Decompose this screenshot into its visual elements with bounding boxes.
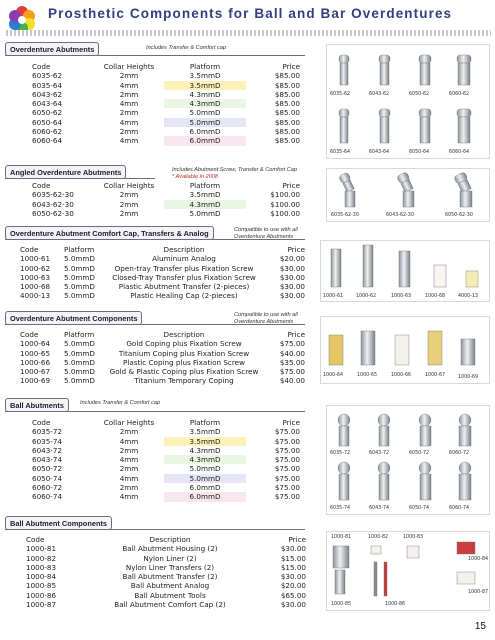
cell-platform: 5.0mmD bbox=[164, 474, 246, 483]
cell-price: $75.00 bbox=[246, 483, 300, 492]
abutment-illustration bbox=[327, 45, 489, 158]
cell-collar: 4mm bbox=[119, 436, 139, 446]
header-platform: Platform bbox=[64, 245, 95, 254]
page-title: Prosthetic Components for Ball and Bar Overdentures bbox=[48, 6, 453, 21]
table-row bbox=[32, 190, 300, 199]
table-row bbox=[32, 492, 300, 501]
cell-price: $75.00 bbox=[246, 427, 300, 436]
table-row bbox=[32, 464, 300, 473]
table-row bbox=[26, 581, 306, 590]
cell-platform: 5.0mmD bbox=[64, 291, 108, 300]
cell-description: Titanium Temporary Coping bbox=[108, 376, 260, 385]
header-code: Code bbox=[26, 535, 45, 544]
cell-platform: 4.3mmD bbox=[164, 455, 246, 464]
cell-code: 6043-74 bbox=[32, 455, 63, 465]
cell-code: 6060-64 bbox=[32, 136, 63, 146]
section-note: Includes Transfer & Comfort cap bbox=[146, 45, 227, 51]
cell-platform: 3.5mmD bbox=[164, 427, 246, 436]
section-angled-abutments bbox=[5, 165, 165, 179]
cell-code: 1000-68 bbox=[20, 282, 51, 292]
section-title: Overdenture Abutment Comfort Cap, Transfers & Analog bbox=[5, 226, 214, 240]
header-collar: Collar Heights bbox=[103, 62, 155, 71]
ball-components-table bbox=[26, 535, 306, 609]
comfort-cap-table bbox=[20, 245, 305, 301]
ball-abutments-table bbox=[32, 418, 300, 502]
photo-label: 6035-72 bbox=[330, 451, 351, 456]
section-title: Angled Overdenture Abutments bbox=[5, 165, 126, 179]
table-header-row bbox=[20, 245, 305, 254]
cell-price: $85.00 bbox=[274, 117, 300, 127]
photo-label: 1000-86 bbox=[385, 602, 406, 607]
cell-platform: 5.0mmD bbox=[64, 263, 95, 273]
cell-price: $75.00 bbox=[274, 455, 300, 465]
transfer-illustration bbox=[321, 241, 489, 301]
cell-platform: 5.0mmD bbox=[164, 464, 246, 473]
cell-price: $75.00 bbox=[246, 446, 300, 455]
table-row bbox=[32, 99, 300, 108]
cell-platform: 6.0mmD bbox=[164, 127, 246, 136]
cell-collar: 2mm bbox=[94, 190, 164, 199]
cell-code: 6035-62-30 bbox=[32, 190, 94, 199]
cell-collar: 2mm bbox=[94, 90, 164, 99]
cell-price: $100.00 bbox=[246, 190, 300, 199]
cell-platform: 5.0mmD bbox=[64, 254, 108, 263]
cell-code: 6043-72 bbox=[32, 446, 94, 455]
table-row bbox=[32, 118, 300, 127]
table-row bbox=[32, 71, 300, 80]
cell-code: 6035-74 bbox=[32, 436, 63, 446]
photo-label: 6050-72 bbox=[409, 451, 430, 456]
table-row bbox=[20, 376, 305, 385]
photo-label: 1000-85 bbox=[331, 602, 352, 607]
section-note: Compatible to use with all Overdenture Abutments bbox=[234, 312, 298, 325]
cell-code: 1000-85 bbox=[26, 581, 84, 590]
cell-code: 1000-84 bbox=[26, 572, 57, 582]
cell-price: $65.00 bbox=[280, 590, 306, 600]
cell-code: 1000-69 bbox=[20, 376, 64, 385]
cell-code: 1000-83 bbox=[26, 563, 84, 572]
cell-code: 6035-62 bbox=[32, 71, 94, 80]
cell-code: 1000-81 bbox=[26, 544, 84, 553]
table-row bbox=[20, 291, 305, 300]
cell-description: Gold & Plastic Coping plus Fixation Screw bbox=[109, 367, 259, 377]
table-row bbox=[20, 282, 305, 291]
photo-label: 6050-62 bbox=[409, 92, 430, 97]
cell-platform: 5.0mmD bbox=[64, 367, 95, 377]
photo-label: 6035-64 bbox=[330, 150, 351, 155]
header-platform: Platform bbox=[189, 418, 221, 427]
table-row bbox=[20, 273, 305, 282]
cell-code: 1000-86 bbox=[26, 590, 57, 600]
cell-code: 6060-74 bbox=[32, 492, 63, 502]
cell-code: 6035-64 bbox=[32, 80, 63, 90]
cell-collar: 2mm bbox=[94, 127, 164, 136]
photo-label: 1000-64 bbox=[323, 373, 344, 378]
ball-abutment-illustration bbox=[327, 406, 489, 514]
availability-note: * Available in 2008 bbox=[172, 174, 219, 180]
photo-label: 1000-68 bbox=[425, 294, 446, 299]
photo-label: 1000-65 bbox=[357, 373, 378, 378]
cell-code: 1000-67 bbox=[20, 367, 51, 377]
photo-label: 1000-69 bbox=[458, 375, 479, 380]
cell-platform: 6.0mmD bbox=[164, 492, 246, 501]
cell-description: Gold Coping plus Fixation Screw bbox=[108, 339, 260, 348]
overdenture-abutments-photo bbox=[326, 44, 490, 159]
table-row bbox=[32, 81, 300, 90]
housing-illustration bbox=[327, 532, 489, 610]
table-row bbox=[32, 474, 300, 483]
cell-platform: 5.0mmD bbox=[64, 282, 95, 292]
cell-description: Closed-Tray Transfer plus Fixation Screw bbox=[108, 273, 260, 282]
photo-label: 6060-74 bbox=[449, 506, 470, 511]
cell-description: Plastic Coping plus Fixation Screw bbox=[108, 358, 260, 367]
section-title: Ball Abutments bbox=[5, 398, 69, 412]
table-row bbox=[20, 349, 305, 358]
table-row bbox=[26, 554, 306, 563]
header-platform: Platform bbox=[189, 181, 221, 190]
table-row bbox=[32, 127, 300, 136]
photo-label: 6060-62 bbox=[449, 92, 470, 97]
cell-code: 1000-64 bbox=[20, 339, 64, 348]
header-price: Price bbox=[287, 245, 305, 254]
cell-price: $75.00 bbox=[260, 339, 305, 348]
photo-label: 1000-84 bbox=[468, 557, 489, 562]
cell-price: $100.00 bbox=[246, 209, 300, 218]
cell-description: Ball Abutment Transfer (2) bbox=[122, 572, 218, 582]
cell-collar: 2mm bbox=[94, 209, 164, 218]
cell-description: Ball Abutment Tools bbox=[134, 590, 206, 600]
cell-code: 6060-62 bbox=[32, 127, 94, 136]
cell-platform: 5.0mmD bbox=[64, 376, 108, 385]
cell-collar: 4mm bbox=[119, 80, 139, 90]
cell-description: Open-tray Transfer plus Fixation Screw bbox=[114, 263, 254, 273]
cell-collar: 2mm bbox=[94, 71, 164, 80]
cell-price: $75.00 bbox=[274, 492, 300, 502]
header-price: Price bbox=[282, 418, 300, 427]
cell-price: $35.00 bbox=[260, 358, 305, 367]
cell-platform: 5.0mmD bbox=[64, 273, 108, 282]
cell-description: Ball Abutment Comfort Cap (2) bbox=[84, 600, 256, 609]
cell-platform: 4.3mmD bbox=[164, 90, 246, 99]
cell-collar: 2mm bbox=[94, 446, 164, 455]
photo-label: 6050-74 bbox=[409, 506, 430, 511]
header-code: Code bbox=[32, 418, 51, 427]
table-header-row bbox=[32, 181, 300, 190]
cell-price: $15.00 bbox=[280, 553, 306, 563]
table-row bbox=[26, 600, 306, 609]
cell-price: $75.00 bbox=[274, 473, 300, 483]
cell-collar: 4mm bbox=[119, 117, 139, 127]
cell-description: Ball Abutment Housing (2) bbox=[84, 544, 256, 553]
photo-label: 6043-64 bbox=[369, 150, 390, 155]
table-row bbox=[20, 339, 305, 348]
cell-price: $20.00 bbox=[256, 581, 306, 590]
section-underline bbox=[5, 55, 305, 56]
table-row bbox=[26, 572, 306, 581]
cell-price: $30.00 bbox=[256, 600, 306, 609]
cell-price: $75.00 bbox=[274, 436, 300, 446]
table-row bbox=[32, 427, 300, 436]
comfort-cap-photo bbox=[320, 240, 490, 302]
table-row bbox=[32, 483, 300, 492]
page-number: 15 bbox=[474, 621, 486, 632]
cell-collar: 4mm bbox=[119, 473, 139, 483]
cell-collar: 2mm bbox=[94, 483, 164, 492]
photo-label: 6043-62 bbox=[369, 92, 390, 97]
header-code: Code bbox=[32, 62, 51, 71]
table-row bbox=[32, 455, 300, 464]
cell-price: $85.00 bbox=[274, 99, 300, 109]
cell-platform: 5.0mmD bbox=[164, 209, 246, 218]
table-row bbox=[26, 563, 306, 572]
header-code: Code bbox=[20, 330, 39, 339]
cell-collar: 4mm bbox=[119, 492, 139, 502]
cell-platform: 3.5mmD bbox=[164, 190, 246, 199]
header-description: Description bbox=[163, 245, 205, 254]
cell-price: $30.00 bbox=[260, 273, 305, 282]
photo-label: 6050-64 bbox=[409, 150, 430, 155]
overdenture-abutments-table bbox=[32, 62, 300, 146]
table-header-row bbox=[32, 62, 300, 71]
cell-code: 1000-62 bbox=[20, 263, 51, 273]
cell-price: $30.00 bbox=[256, 544, 306, 553]
cell-description: Aluminum Analog bbox=[108, 254, 260, 263]
photo-label: 1000-81 bbox=[331, 535, 352, 540]
photo-label: 1000-87 bbox=[468, 590, 489, 595]
cell-code: 1000-63 bbox=[20, 273, 64, 282]
photo-label: 6060-64 bbox=[449, 150, 470, 155]
cell-price: $75.00 bbox=[246, 464, 300, 473]
cell-collar: 2mm bbox=[94, 464, 164, 473]
photo-label: 1000-63 bbox=[391, 294, 412, 299]
header-platform: Platform bbox=[189, 62, 221, 71]
photo-label: 6035-62-30 bbox=[331, 213, 359, 218]
cell-price: $100.00 bbox=[270, 199, 300, 209]
section-ball-components bbox=[5, 516, 305, 530]
table-row bbox=[26, 591, 306, 600]
table-row bbox=[32, 108, 300, 117]
cell-price: $40.00 bbox=[279, 348, 305, 358]
photo-label: 1000-66 bbox=[391, 373, 412, 378]
cell-collar: 2mm bbox=[94, 427, 164, 436]
header-code: Code bbox=[32, 181, 51, 190]
photo-label: 6035-74 bbox=[330, 506, 351, 511]
cell-code: 1000-61 bbox=[20, 254, 64, 263]
cell-collar: 4mm bbox=[119, 99, 139, 109]
cell-code: 6050-62 bbox=[32, 108, 94, 117]
header-collar: Collar Heights bbox=[103, 418, 155, 427]
header-collar: Collar Heights bbox=[103, 181, 155, 190]
table-row bbox=[32, 446, 300, 455]
header-price: Price bbox=[282, 62, 300, 71]
section-note: Compatible to use with all Overdenture Abutments bbox=[234, 227, 298, 240]
cell-platform: 5.0mmD bbox=[64, 348, 95, 358]
section-underline bbox=[5, 411, 305, 412]
title-divider bbox=[6, 30, 491, 36]
cell-description: Ball Abutment Analog bbox=[84, 581, 256, 590]
cell-description: Nylon Liner Transfers (2) bbox=[84, 563, 256, 572]
cell-description: Nylon Liner (2) bbox=[143, 553, 197, 563]
photo-label: 6060-72 bbox=[449, 451, 470, 456]
photo-label: 4000-13 bbox=[458, 294, 479, 299]
table-row bbox=[32, 200, 300, 209]
ball-components-photo bbox=[326, 531, 490, 611]
cell-platform: 6.0mmD bbox=[164, 136, 246, 145]
photo-label: 6043-72 bbox=[369, 451, 390, 456]
cell-price: $30.00 bbox=[279, 282, 305, 292]
cell-code: 6050-62-30 bbox=[32, 209, 94, 218]
components-table bbox=[20, 330, 305, 386]
header-description: Description bbox=[149, 535, 191, 544]
section-note: Includes Abutment Screw, Transfer & Comfort Cap bbox=[172, 167, 297, 173]
cell-collar: 4mm bbox=[119, 455, 139, 465]
cell-price: $85.00 bbox=[246, 71, 300, 80]
photo-label: 6035-62 bbox=[330, 92, 351, 97]
section-title: Overdenture Abutment Components bbox=[5, 311, 142, 325]
cell-code: 6050-72 bbox=[32, 464, 94, 473]
header-price: Price bbox=[288, 535, 306, 544]
table-row bbox=[20, 254, 305, 263]
cell-platform: 4.3mmD bbox=[164, 446, 246, 455]
cell-platform: 3.5mmD bbox=[164, 437, 246, 446]
cell-collar: 4mm bbox=[119, 136, 139, 146]
table-header-row bbox=[26, 535, 306, 544]
cell-platform: 3.5mmD bbox=[164, 81, 246, 90]
table-row bbox=[26, 544, 306, 553]
photo-label: 1000-67 bbox=[425, 373, 446, 378]
cell-price: $30.00 bbox=[279, 263, 305, 273]
cell-price: $15.00 bbox=[256, 563, 306, 572]
header-price: Price bbox=[282, 181, 300, 190]
cell-price: $40.00 bbox=[260, 376, 305, 385]
cell-code: 1000-66 bbox=[20, 358, 64, 367]
cell-price: $20.00 bbox=[260, 254, 305, 263]
section-underline bbox=[5, 178, 155, 179]
cell-code: 6035-72 bbox=[32, 427, 94, 436]
cell-code: 6050-74 bbox=[32, 473, 63, 483]
table-header-row bbox=[20, 330, 305, 339]
cell-price: $85.00 bbox=[274, 136, 300, 146]
cell-price: $30.00 bbox=[280, 572, 306, 582]
table-row bbox=[32, 437, 300, 446]
photo-label: 1000-61 bbox=[323, 294, 344, 299]
cell-code: 6060-72 bbox=[32, 483, 94, 492]
cell-platform: 5.0mmD bbox=[64, 339, 108, 348]
section-title: Overdenture Abutments bbox=[5, 42, 99, 56]
cell-price: $85.00 bbox=[246, 108, 300, 117]
header-description: Description bbox=[163, 330, 205, 339]
photo-label: 1000-62 bbox=[356, 294, 377, 299]
cell-price: $85.00 bbox=[246, 127, 300, 136]
header-price: Price bbox=[287, 330, 305, 339]
cell-price: $30.00 bbox=[260, 291, 305, 300]
table-row bbox=[32, 90, 300, 99]
photo-label: 6043-74 bbox=[369, 506, 390, 511]
table-row bbox=[20, 358, 305, 367]
table-row bbox=[20, 367, 305, 376]
table-row bbox=[32, 209, 300, 218]
cell-code: 6043-62-30 bbox=[32, 199, 74, 209]
cell-description: Plastic Abutment Transfer (2-pieces) bbox=[118, 282, 250, 292]
cell-platform: 4.3mmD bbox=[164, 99, 246, 108]
header-platform: Platform bbox=[64, 330, 95, 339]
photo-label: 1000-83 bbox=[403, 535, 424, 540]
cell-platform: 3.5mmD bbox=[164, 71, 246, 80]
header-code: Code bbox=[20, 245, 39, 254]
cell-code: 6043-64 bbox=[32, 99, 63, 109]
table-row bbox=[32, 136, 300, 145]
section-title: Ball Abutment Components bbox=[5, 516, 112, 530]
cell-platform: 4.3mmD bbox=[164, 200, 246, 209]
cell-price: $75.00 bbox=[279, 367, 305, 377]
photo-label: 6043-62-30 bbox=[386, 213, 414, 218]
cell-description: Titanium Coping plus Fixation Screw bbox=[118, 348, 250, 358]
cell-collar: 2mm bbox=[119, 199, 139, 209]
cell-code: 1000-65 bbox=[20, 348, 51, 358]
cell-code: 6050-64 bbox=[32, 117, 63, 127]
section-note: Includes Transfer & Comfort cap bbox=[80, 400, 161, 406]
cell-platform: 6.0mmD bbox=[164, 483, 246, 492]
cell-code: 1000-82 bbox=[26, 553, 57, 563]
cell-collar: 2mm bbox=[94, 108, 164, 117]
section-underline bbox=[5, 529, 305, 530]
cell-platform: 5.0mmD bbox=[164, 108, 246, 117]
cell-price: $85.00 bbox=[246, 90, 300, 99]
cell-platform: 5.0mmD bbox=[164, 118, 246, 127]
ball-abutments-photo bbox=[326, 405, 490, 515]
cell-price: $85.00 bbox=[274, 80, 300, 90]
photo-label: 1000-82 bbox=[368, 535, 389, 540]
table-header-row bbox=[32, 418, 300, 427]
cell-code: 6043-62 bbox=[32, 90, 94, 99]
cell-code: 1000-87 bbox=[26, 600, 84, 609]
angled-abutments-table bbox=[32, 181, 300, 218]
photo-label: 6050-62-30 bbox=[445, 213, 473, 218]
cell-platform: 5.0mmD bbox=[64, 358, 108, 367]
cell-description: Plastic Healing Cap (2-pieces) bbox=[108, 291, 260, 300]
cell-code: 4000-13 bbox=[20, 291, 64, 300]
table-row bbox=[20, 264, 305, 273]
